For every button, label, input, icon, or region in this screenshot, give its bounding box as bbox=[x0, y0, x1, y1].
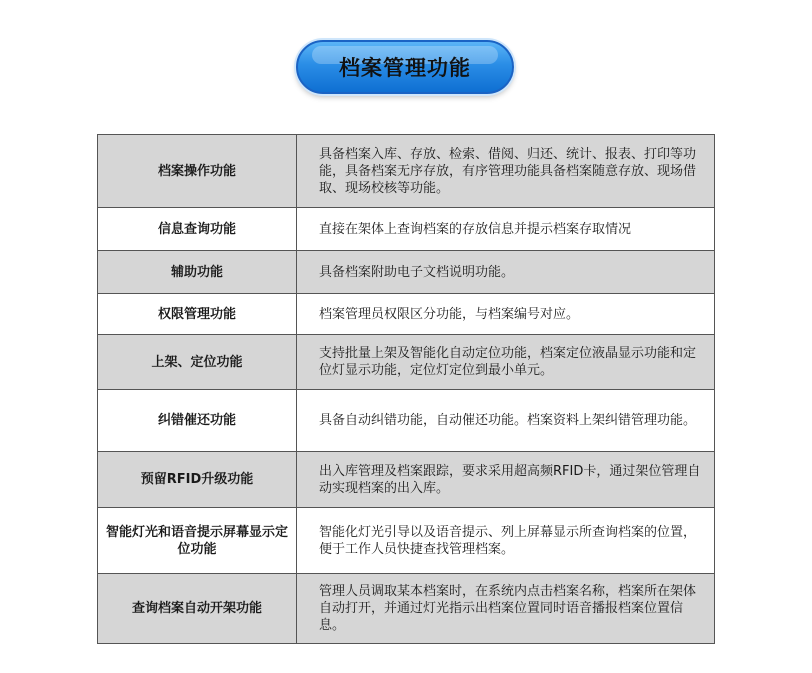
feature-name: 辅助功能 bbox=[98, 251, 297, 294]
feature-description: 直接在架体上查询档案的存放信息并提示档案存取情况 bbox=[297, 208, 715, 251]
page-title: 档案管理功能 bbox=[339, 56, 471, 80]
table-row bbox=[98, 294, 715, 335]
feature-name: 智能灯光和语音提示屏幕显示定位功能 bbox=[98, 508, 297, 574]
feature-table bbox=[97, 134, 715, 644]
feature-name: 信息查询功能 bbox=[98, 208, 297, 251]
feature-name: 权限管理功能 bbox=[98, 294, 297, 335]
table-row bbox=[98, 452, 715, 508]
feature-description: 具备档案附助电子文档说明功能。 bbox=[297, 251, 715, 294]
feature-description: 具备档案入库、存放、检索、借阅、归还、统计、报表、打印等功能，具备档案无序存放，有序管理功能具备档案随意存放、现场借取、现场校核等功能。 bbox=[297, 135, 715, 208]
title-banner bbox=[296, 40, 514, 94]
feature-name: 上架、定位功能 bbox=[98, 335, 297, 390]
feature-name: 纠错催还功能 bbox=[98, 390, 297, 452]
table-row bbox=[98, 335, 715, 390]
feature-name: 查询档案自动开架功能 bbox=[98, 574, 297, 644]
table-row bbox=[98, 135, 715, 208]
table-row bbox=[98, 251, 715, 294]
feature-description: 具备自动纠错功能，自动催还功能。档案资料上架纠错管理功能。 bbox=[297, 390, 715, 452]
feature-description: 出入库管理及档案跟踪，要求采用超高频RFID卡，通过架位管理自动实现档案的出入库。 bbox=[297, 452, 715, 508]
table-row bbox=[98, 574, 715, 644]
feature-description: 管理人员调取某本档案时，在系统内点击档案名称，档案所在架体自动打开，并通过灯光指示出档案位置同时语音播报档案位置信息。 bbox=[297, 574, 715, 644]
table-row bbox=[98, 390, 715, 452]
feature-description: 支持批量上架及智能化自动定位功能，档案定位液晶显示功能和定位灯显示功能，定位灯定位到最小单元。 bbox=[297, 335, 715, 390]
feature-description: 智能化灯光引导以及语音提示、列上屏幕显示所查询档案的位置，便于工作人员快捷查找管理档案。 bbox=[297, 508, 715, 574]
feature-name: 预留RFID升级功能 bbox=[98, 452, 297, 508]
table-row bbox=[98, 208, 715, 251]
table-row bbox=[98, 508, 715, 574]
feature-name: 档案操作功能 bbox=[98, 135, 297, 208]
feature-description: 档案管理员权限区分功能，与档案编号对应。 bbox=[297, 294, 715, 335]
